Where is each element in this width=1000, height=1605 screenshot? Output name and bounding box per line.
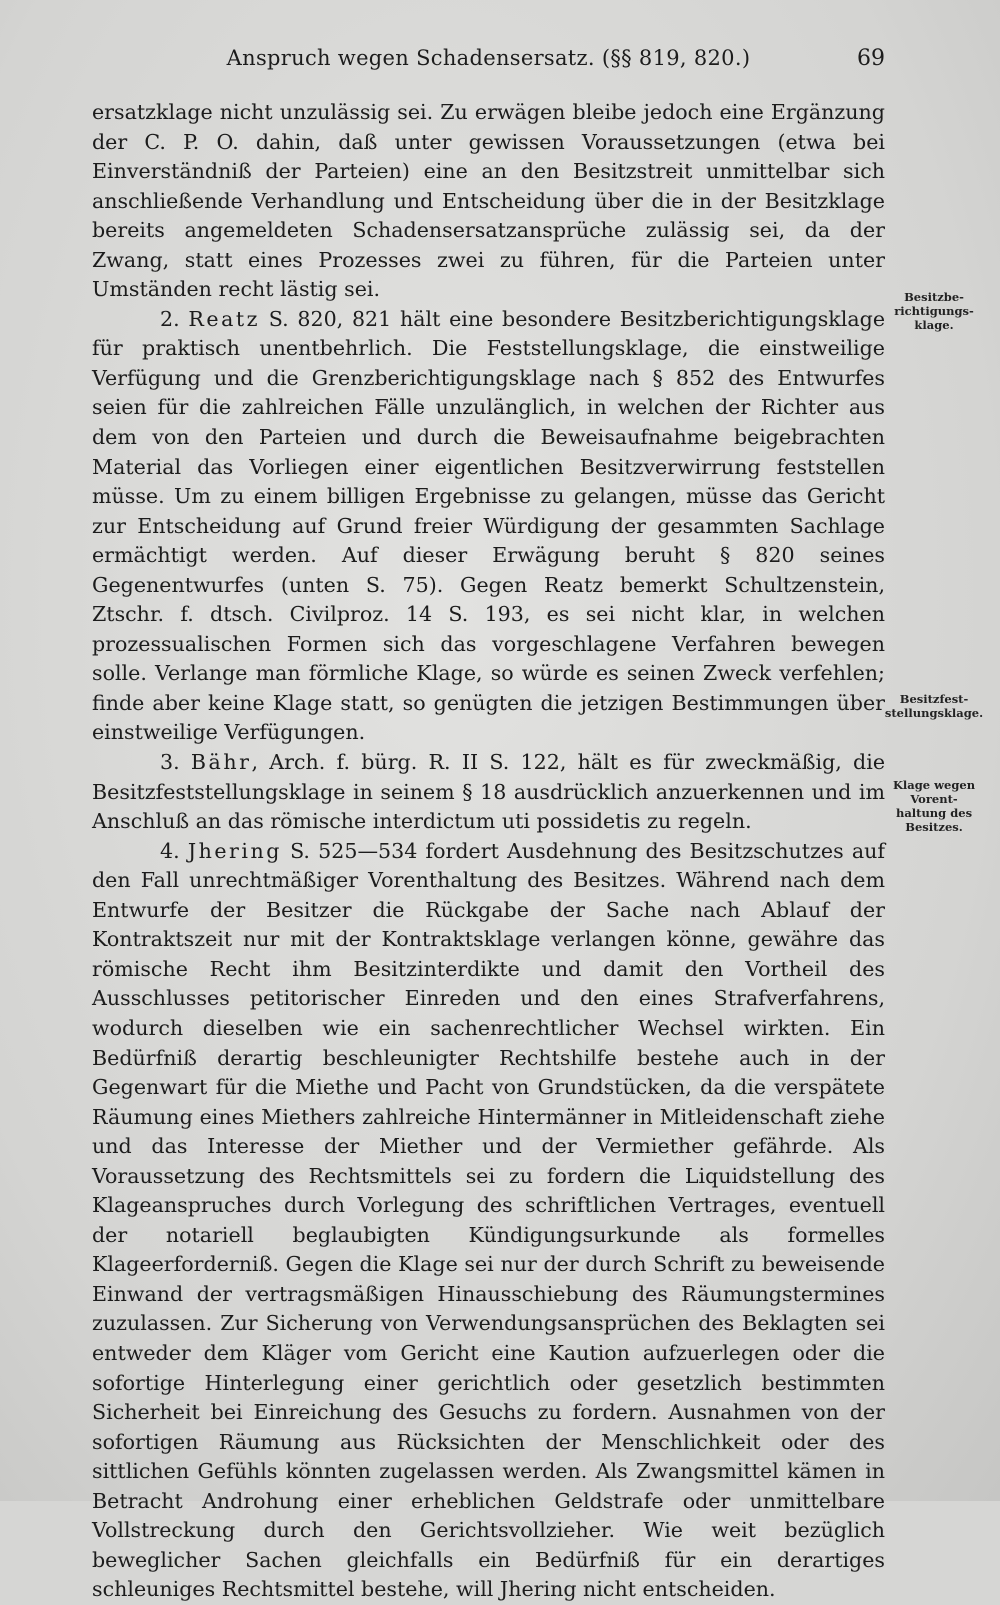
margin-note-vorenthaltung: [884, 778, 984, 834]
running-title: Anspruch wegen Schadensersatz. (§§ 819, 820.): [226, 46, 751, 70]
margin-note-besitzberichtigungsklage: [884, 290, 984, 332]
paragraph-text: S. 525—534 fordert Ausdehnung des Besitzschutzes auf den Fall unrechtmäßiger Vorenthaltung des Besitzes. Während nach dem Entwurfe der Besitzer die Rückgabe der Sache nach Ablauf der Kontraktszeit nur mit der Kontraktsklage verlangen könne, gewähre das römische Recht ihm Besitzinterdikte und damit den Vortheil des Ausschlusses petitorischer Einreden und den eines Strafverfahrens, wodurch dieselben wie ein sachenrechtlicher Wechsel wirkten. Ein Bedürfniß derartig beschleunigter Rechtshilfe bestehe auch in der Gegenwart für die Miethe und Pacht von Grundstücken, da die verspätete Räumung eines Miethers zahlreiche Hintermänner in Mitleidenschaft ziehe und das Interesse der Miether und der Vermiether gefährde. Als Voraussetzung des Rechtsmittels sei zu fordern die Liquidstellung des Klageanspruches durch Vorlegung des schriftlichen Vertrages, eventuell der notariell beglaubigten Kündigungsurkunde als formelles Klageerforderniß. Gegen die Klage sei nur der durch Schrift zu beweisende Einwand der vertragsmäßigen Hinausschiebung des Räumungstermines zuzulassen. Zur Sicherung von Verwendungsansprüchen des Beklagten sei entweder dem Kläger vom Gericht eine Kaution aufzuerlegen oder die sofortige Hinterlegung einer gerichtlich oder gesetzlich bestimmten Sicherheit bei Einreichung des Gesuchs zu fordern. Ausnahmen von der sofortigen Räumung aus Rücksichten der Menschlichkeit oder des sittlichen Gefühls könnten zugelassen werden. Als Zwangsmittel kämen in Betracht Androhung einer erheblichen Geldstrafe oder unmittelbare Vollstreckung durch den Gerichtsvollzieher. Wie weit bezüglich beweglicher Sachen gleichfalls ein Bedürfniß für ein derartiges schleuniges Rechtsmittel bestehe, will Jhering nicht entscheiden.: [92, 838, 885, 1602]
body-text: [92, 98, 885, 1605]
paragraph-reatz: [92, 305, 885, 748]
margin-note-line: stellungsklage.: [884, 706, 984, 720]
margin-note-line: haltung des: [895, 806, 973, 820]
page-header: [92, 40, 885, 80]
paragraph-continuation: [92, 98, 885, 305]
paragraph-text: ersatzklage nicht unzulässig sei. Zu erwägen bleibe jedoch eine Ergänzung der C. P. O. dahin, daß unter gewissen Voraussetzungen (etwa bei Einverständniß der Parteien) eine an den Besitzstreit unmittelbar sich anschließende Verhandlung und Entscheidung über die in der Besitzklage bereits angemeldeten Schadensersatzansprüche zulässig sei, da der Zwang, statt eines Prozesses zwei zu führen, für die Parteien unter Umständen recht lästig sei.: [92, 100, 885, 302]
margin-note-line: Klage wegen: [892, 778, 976, 792]
author-name: Bähr: [190, 750, 252, 775]
margin-note-line: Besitzbe-: [904, 290, 964, 304]
paragraph-number: 3.: [160, 750, 180, 775]
paragraph-number: 4.: [160, 838, 180, 863]
paragraph-jhering: [92, 837, 885, 1605]
margin-note-line: Besitzfest-: [899, 692, 969, 706]
paragraph-number: 2.: [160, 306, 180, 331]
author-name: Jhering: [187, 838, 282, 863]
margin-note-line: Vorent-: [910, 792, 958, 806]
author-name: Reatz: [188, 306, 260, 331]
margin-note-line: Besitzes.: [905, 820, 963, 834]
paragraph-text: S. 820, 821 hält eine besondere Besitzberichtigungsklage für praktisch unentbehrlich. Die Feststellungsklage, die einstweilige Verfügung und die Grenzberichtigungsklage nach § 852 des Entwurfes seien für die zahlreichen Fälle unzulänglich, in welchen der Richter aus dem von den Parteien und durch die Beweisaufnahme beigebrachten Material das Vorliegen einer eigentlichen Besitzverwirrung feststellen müsse. Um zu einem billigen Ergebnisse zu gelangen, müsse das Gericht zur Entscheidung auf Grund freier Würdigung der gesammten Sachlage ermächtigt werden. Auf dieser Erwägung beruht § 820 seines Gegenentwurfes (unten S. 75). Gegen Reatz bemerkt Schultzenstein, Ztschr. f. dtsch. Civilproz. 14 S. 193, es sei nicht klar, in welchen prozessualischen Formen sich das vorgeschlagene Verfahren bewegen solle. Verlange man förmliche Klage, so würde es seinen Zweck verfehlen; finde aber keine Klage statt, so genügten die jetzigen Bestimmungen über einstweilige Verfügungen.: [92, 306, 886, 745]
margin-note-besitzfeststellungsklage: [884, 692, 984, 720]
paragraph-text: , Arch. f. bürg. R. II S. 122, hält es für zweckmäßig, die Besitzfeststellungsklage in seinem § 18 ausdrücklich anzuerkennen und im Anschluß an das römische interdictum uti possidetis zu regeln.: [92, 750, 886, 834]
margin-note-line: klage.: [914, 318, 954, 332]
page-number: 69: [857, 46, 885, 71]
paragraph-baehr: [92, 748, 885, 837]
margin-note-line: richtigungs-: [894, 304, 974, 318]
